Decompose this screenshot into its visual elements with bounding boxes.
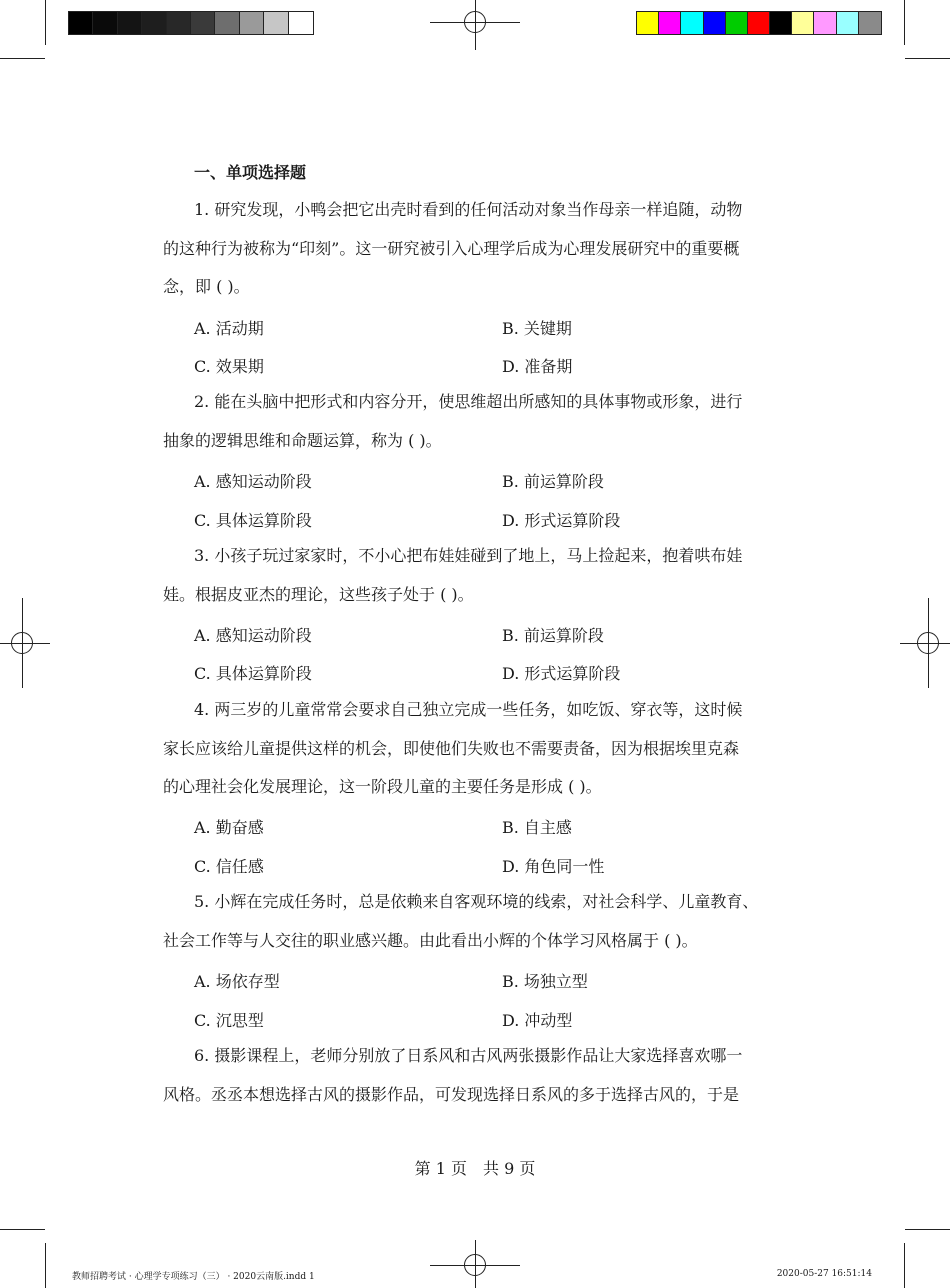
color-swatch bbox=[748, 12, 770, 34]
section-title: 一、单项选择题 bbox=[194, 163, 307, 182]
grayscale-color-bar bbox=[68, 11, 314, 35]
option-d: D. 冲动型 bbox=[502, 1011, 573, 1030]
option-c: C. 效果期 bbox=[194, 357, 264, 376]
crop-mark bbox=[0, 1229, 45, 1230]
color-swatch bbox=[681, 12, 703, 34]
question-line: 4. 两三岁的儿童常常会要求自己独立完成一些任务，如吃饭、穿衣等，这时候 bbox=[194, 700, 743, 719]
color-swatch bbox=[93, 12, 117, 34]
question-3 bbox=[163, 537, 803, 614]
option-d: D. 角色同一性 bbox=[502, 857, 605, 876]
question-line: 的这种行为被称为“印刻”。这一研究被引入心理学后成为心理发展研究中的重要概 bbox=[163, 238, 740, 258]
color-swatch bbox=[264, 12, 288, 34]
crop-mark bbox=[904, 1243, 905, 1288]
option-a: A. 场依存型 bbox=[194, 972, 280, 991]
option-b: B. 自主感 bbox=[502, 818, 572, 837]
color-swatch bbox=[240, 12, 264, 34]
color-swatch bbox=[69, 12, 93, 34]
option-c: C. 具体运算阶段 bbox=[194, 511, 312, 530]
option-c: C. 沉思型 bbox=[194, 1011, 264, 1030]
question-line: 娃。根据皮亚杰的理论，这些孩子处于 ( )。 bbox=[163, 584, 474, 604]
option-a: A. 感知运动阶段 bbox=[194, 626, 312, 645]
question-line: 社会工作等与人交往的职业感兴趣。由此看出小辉的个体学习风格属于 ( )。 bbox=[163, 930, 698, 950]
color-swatch bbox=[770, 12, 792, 34]
question-line: 家长应该给儿童提供这样的机会，即使他们失败也不需要责备，因为根据埃里克森 bbox=[163, 738, 740, 758]
option-c: C. 信任感 bbox=[194, 857, 264, 876]
color-swatch bbox=[814, 12, 836, 34]
color-swatch bbox=[118, 12, 142, 34]
print-slug-timestamp: 2020-05-27 16:51:14 bbox=[776, 1269, 872, 1279]
crop-mark bbox=[905, 58, 950, 59]
color-swatch bbox=[142, 12, 166, 34]
question-line: 抽象的逻辑思维和命题运算，称为 ( )。 bbox=[163, 430, 442, 450]
option-d: D. 形式运算阶段 bbox=[502, 511, 621, 530]
color-swatch bbox=[659, 12, 681, 34]
color-swatch bbox=[191, 12, 215, 34]
question-line: 1. 研究发现，小鸭会把它出壳时看到的任何活动对象当作母亲一样追随，动物 bbox=[194, 200, 743, 219]
question-5 bbox=[163, 883, 803, 960]
question-1 bbox=[163, 191, 803, 307]
question-line: 6. 摄影课程上，老师分别放了日系风和古风两张摄影作品让大家选择喜欢哪一 bbox=[194, 1046, 743, 1065]
option-b: B. 场独立型 bbox=[502, 972, 588, 991]
question-line: 3. 小孩子玩过家家时，不小心把布娃娃碰到了地上，马上捡起来，抱着哄布娃 bbox=[194, 546, 743, 565]
crop-mark bbox=[45, 0, 46, 45]
crop-mark bbox=[0, 58, 45, 59]
option-c: C. 具体运算阶段 bbox=[194, 664, 312, 683]
page-number: 第 1 页 共 9 页 bbox=[414, 1159, 536, 1178]
color-swatch bbox=[726, 12, 748, 34]
color-swatch bbox=[215, 12, 239, 34]
crop-mark bbox=[45, 1243, 46, 1288]
question-line: 5. 小辉在完成任务时，总是依赖来自客观环境的线索，对社会科学、儿童教育、 bbox=[194, 892, 759, 911]
question-4 bbox=[163, 691, 803, 807]
color-swatch bbox=[837, 12, 859, 34]
question-line: 2. 能在头脑中把形式和内容分开，使思维超出所感知的具体事物或形象，进行 bbox=[194, 392, 743, 411]
cmyk-color-bar bbox=[636, 11, 882, 35]
color-swatch bbox=[167, 12, 191, 34]
color-swatch bbox=[704, 12, 726, 34]
print-slug-filename: 教师招聘考试 · 心理学专项练习（三） · 2020云南版.indd 1 bbox=[72, 1272, 315, 1282]
option-b: B. 前运算阶段 bbox=[502, 626, 604, 645]
option-d: D. 形式运算阶段 bbox=[502, 664, 621, 683]
color-swatch bbox=[792, 12, 814, 34]
color-swatch bbox=[637, 12, 659, 34]
question-line: 风格。丞丞本想选择古风的摄影作品，可发现选择日系风的多于选择古风的，于是 bbox=[163, 1084, 740, 1104]
color-swatch bbox=[859, 12, 881, 34]
option-b: B. 关键期 bbox=[502, 319, 572, 338]
question-line: 的心理社会化发展理论，这一阶段儿童的主要任务是形成 ( )。 bbox=[163, 777, 602, 796]
question-line: 念，即 ( )。 bbox=[163, 277, 250, 296]
option-d: D. 准备期 bbox=[502, 357, 573, 376]
option-b: B. 前运算阶段 bbox=[502, 472, 604, 491]
option-a: A. 活动期 bbox=[194, 319, 264, 338]
color-swatch bbox=[289, 12, 313, 34]
crop-mark bbox=[905, 1229, 950, 1230]
option-a: A. 勤奋感 bbox=[194, 818, 264, 837]
crop-mark bbox=[904, 0, 905, 45]
option-a: A. 感知运动阶段 bbox=[194, 472, 312, 491]
question-2 bbox=[163, 383, 803, 460]
question-6 bbox=[163, 1037, 803, 1114]
